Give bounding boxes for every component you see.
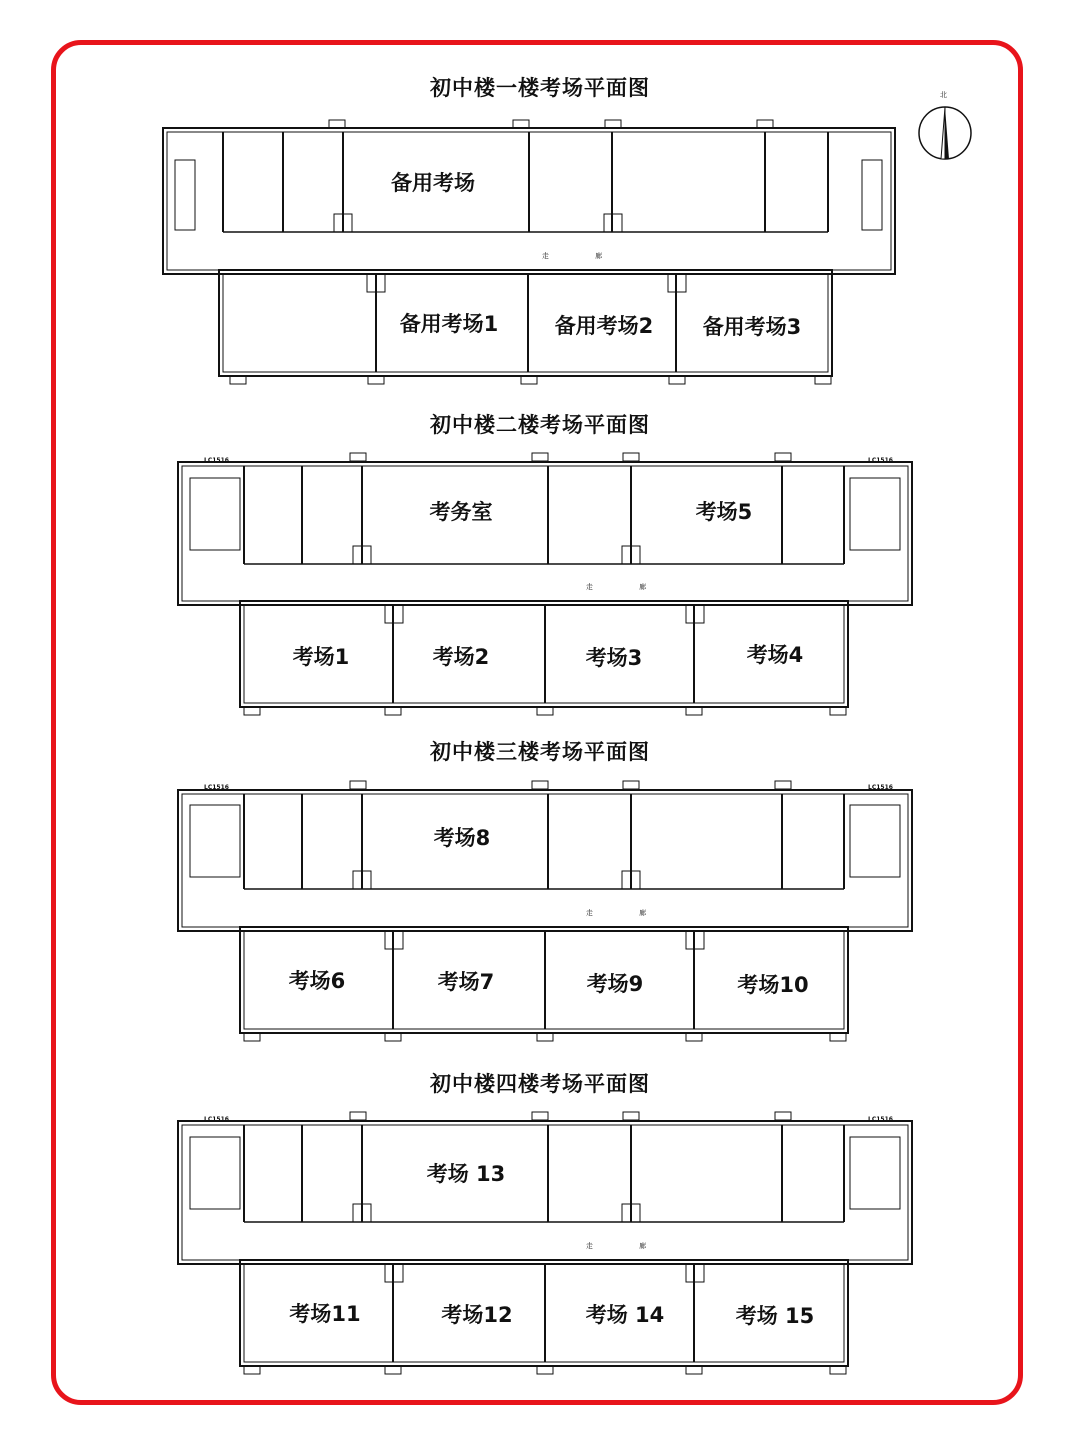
room-label: 备用考场1 bbox=[399, 312, 499, 336]
corridor-label: 走 廊 bbox=[541, 252, 625, 260]
room-label: 考场6 bbox=[288, 969, 346, 993]
floor-1-title: 初中楼一楼考场平面图 bbox=[430, 76, 650, 100]
room-label: 考场4 bbox=[746, 643, 804, 667]
stair-code-left: LC1516 bbox=[204, 784, 229, 791]
stair-code-right: LC1516 bbox=[868, 784, 893, 791]
stair-code-left: LC1516 bbox=[204, 1116, 229, 1123]
room-label: 考场1 bbox=[292, 645, 350, 669]
room-label: 考场8 bbox=[433, 826, 491, 850]
floor-3-title: 初中楼三楼考场平面图 bbox=[430, 740, 650, 764]
room-label: 考场 13 bbox=[426, 1162, 506, 1186]
stair-code-right: LC1516 bbox=[868, 1116, 893, 1123]
room-label: 考场11 bbox=[289, 1302, 361, 1326]
corridor-label: 走 廊 bbox=[585, 1242, 669, 1250]
room-label: 考场12 bbox=[441, 1303, 513, 1327]
room-label: 考场 14 bbox=[585, 1303, 665, 1327]
room-label: 考场2 bbox=[432, 645, 490, 669]
stair-code-right: LC1516 bbox=[868, 457, 893, 464]
room-label: 考场5 bbox=[695, 500, 753, 524]
room-label: 考场3 bbox=[585, 646, 643, 670]
corridor-label: 走 廊 bbox=[585, 909, 669, 917]
room-label: 考场9 bbox=[586, 972, 644, 996]
compass-north-label: 北 bbox=[940, 91, 947, 99]
room-label: 考场 15 bbox=[735, 1304, 815, 1328]
room-label: 备用考场3 bbox=[702, 315, 802, 339]
floor-2-title: 初中楼二楼考场平面图 bbox=[430, 413, 650, 437]
room-label: 考场7 bbox=[437, 970, 495, 994]
room-label: 考场10 bbox=[737, 973, 809, 997]
corridor-label: 走 廊 bbox=[585, 583, 669, 591]
room-label: 考务室 bbox=[429, 500, 493, 524]
stair-code-left: LC1516 bbox=[204, 457, 229, 464]
floor-4-title: 初中楼四楼考场平面图 bbox=[430, 1072, 650, 1096]
room-label: 备用考场 bbox=[391, 171, 475, 195]
room-label: 备用考场2 bbox=[554, 314, 654, 338]
